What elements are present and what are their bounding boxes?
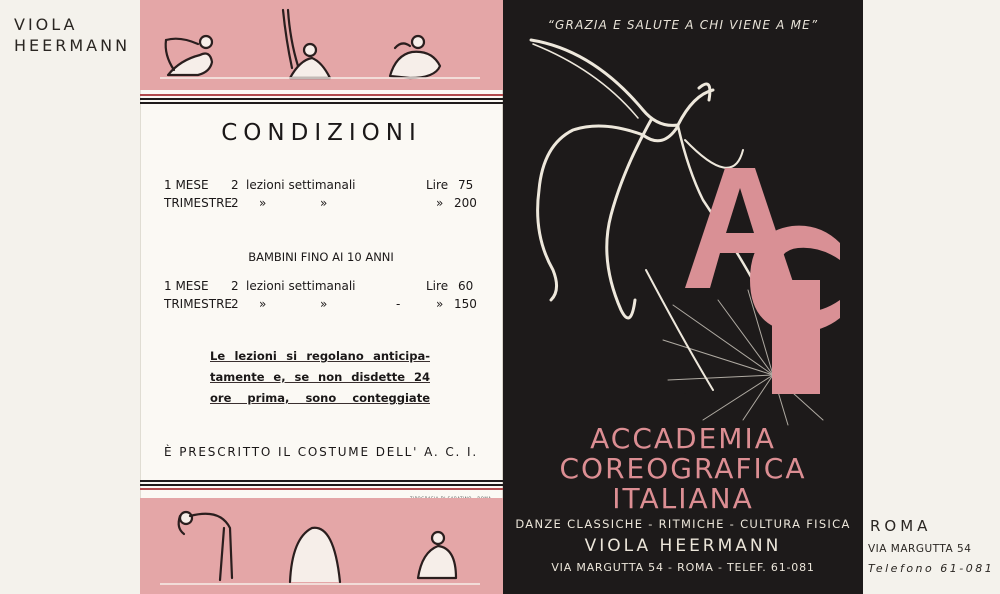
motto: “GRAZIA E SALUTE A CHI VIENE A ME” bbox=[547, 18, 819, 32]
rule-top-black-1 bbox=[140, 98, 503, 100]
gymnast-figures-top bbox=[140, 0, 503, 90]
row-price: 150 bbox=[454, 297, 477, 311]
conditions-panel bbox=[140, 0, 503, 594]
academy-address: VIA MARGUTTA 54 - ROMA - TELEF. 61-081 bbox=[551, 561, 815, 574]
row-price: 60 bbox=[458, 279, 474, 293]
row-period: 1 MESE bbox=[164, 279, 209, 293]
back-city: ROMA bbox=[870, 517, 932, 535]
aci-monogram bbox=[680, 168, 850, 398]
row-desc: lezioni settimanali bbox=[246, 178, 356, 192]
cover-name-line2: HEERMANN bbox=[14, 36, 131, 55]
director-name: VIOLA HEERMANN bbox=[584, 536, 782, 556]
bottom-pink-band bbox=[140, 498, 503, 594]
rule-top-red bbox=[140, 94, 503, 96]
academy-line-1: ACCADEMIA bbox=[590, 422, 776, 455]
academy-line-2: COREOGRAFICA bbox=[559, 452, 807, 485]
row-count: 2 bbox=[231, 196, 239, 210]
row-mark: » bbox=[320, 196, 328, 210]
top-pink-band bbox=[140, 0, 503, 90]
row-count: 2 bbox=[231, 178, 239, 192]
row-currency: » bbox=[436, 196, 444, 210]
row-count: 2 bbox=[231, 297, 239, 311]
row-currency: » bbox=[436, 297, 444, 311]
price-row-adult-quarter bbox=[164, 196, 478, 216]
row-desc: » bbox=[259, 196, 267, 210]
costume-notice: È PRESCRITTO IL COSTUME DELL' A. C. I. bbox=[164, 445, 478, 459]
row-desc: » bbox=[259, 297, 267, 311]
rule-top-black-2 bbox=[140, 102, 503, 104]
note-line-3: ore prima, sono conteggiate bbox=[210, 391, 430, 405]
row-mark: » bbox=[320, 297, 328, 311]
conditions-title: CONDIZIONI bbox=[221, 120, 422, 146]
back-street: VIA MARGUTTA 54 bbox=[868, 543, 972, 555]
price-row-kids-month bbox=[164, 279, 478, 299]
row-dash: - bbox=[396, 297, 401, 311]
disciplines: DANZE CLASSICHE - RITMICHE - CULTURA FISICA bbox=[515, 517, 851, 531]
row-period: TRIMESTRE bbox=[164, 196, 233, 210]
rule-bottom-red bbox=[140, 488, 503, 490]
rule-bottom-black-1 bbox=[140, 480, 503, 482]
row-count: 2 bbox=[231, 279, 239, 293]
row-period: 1 MESE bbox=[164, 178, 209, 192]
gymnast-figures-bottom bbox=[140, 498, 503, 594]
rule-bottom-black-2 bbox=[140, 484, 503, 486]
note-line-2: tamente e, se non disdette 24 bbox=[210, 370, 430, 384]
row-desc: lezioni settimanali bbox=[246, 279, 356, 293]
back-phone: Telefono 61-081 bbox=[868, 562, 995, 575]
monogram-text: ACI bbox=[684, 394, 686, 395]
price-row-kids-quarter bbox=[164, 297, 478, 317]
academy-line-3: ITALIANA bbox=[612, 482, 754, 515]
row-currency: Lire bbox=[426, 178, 449, 192]
row-price: 75 bbox=[458, 178, 474, 192]
price-row-adult-month bbox=[164, 178, 478, 198]
note-line-1: Le lezioni si regolano anticipa- bbox=[210, 349, 430, 363]
right-back-panel bbox=[863, 0, 1000, 594]
cover-name-line1: VIOLA bbox=[14, 15, 78, 34]
row-price: 200 bbox=[454, 196, 477, 210]
left-cover-panel bbox=[0, 0, 140, 594]
row-period: TRIMESTRE bbox=[164, 297, 233, 311]
kids-title: BAMBINI FINO AI 10 ANNI bbox=[248, 250, 394, 264]
cover-name bbox=[14, 14, 130, 56]
row-currency: Lire bbox=[426, 279, 449, 293]
